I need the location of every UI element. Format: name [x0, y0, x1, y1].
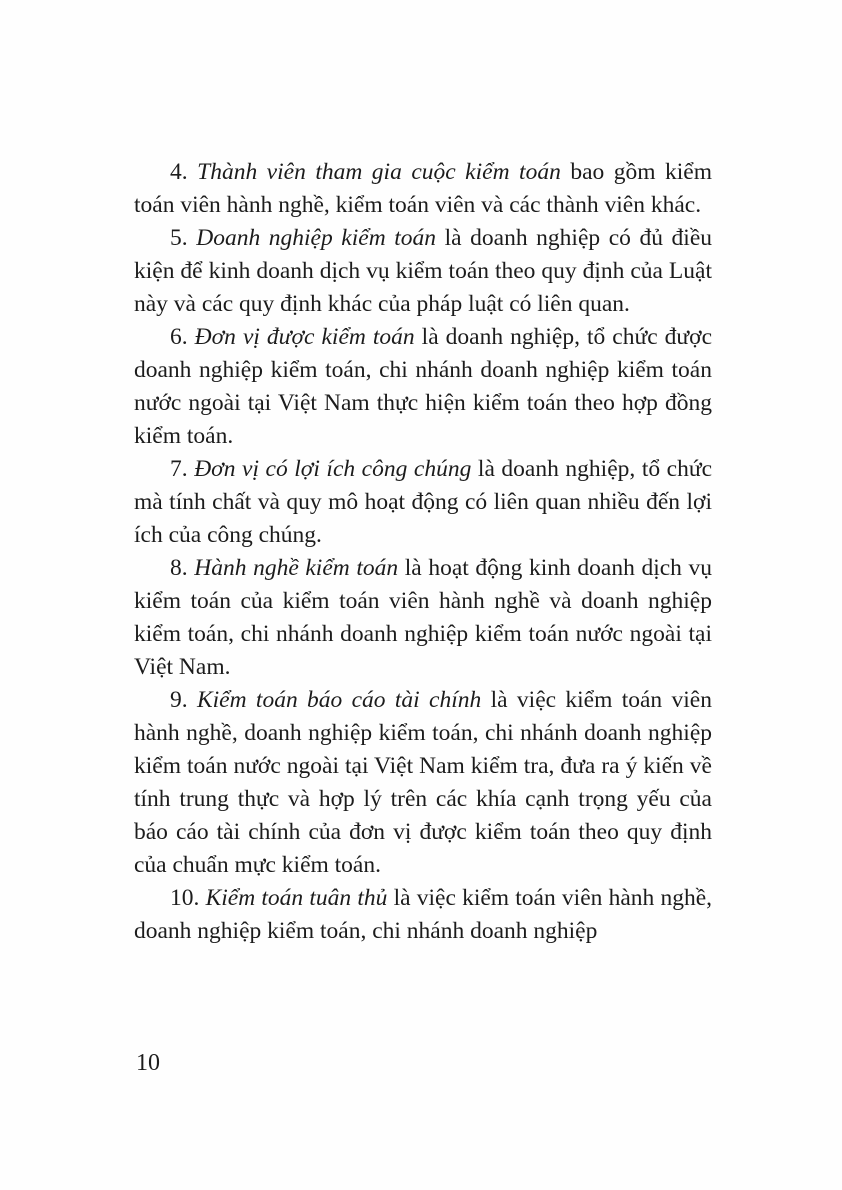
paragraph-number: 9. [170, 687, 197, 713]
paragraph-number: 5. [170, 225, 197, 251]
paragraph-text: là hoạt động kinh doanh dịch vụ kiểm toán của kiểm toán viên hành nghề và doanh nghiệp kiểm toán, chi nhánh doanh nghiệp kiểm toán nước ngoài tại Việt Nam. [134, 555, 713, 680]
defined-term: Hành nghề kiểm toán [194, 555, 399, 581]
defined-term: Đơn vị có lợi ích công chúng [194, 456, 472, 482]
defined-term: Đơn vị được kiểm toán [194, 324, 415, 350]
paragraph-number: 8. [170, 555, 195, 581]
paragraph-text: là việc kiểm toán viên hành nghề, doanh nghiệp kiểm toán, chi nhánh doanh nghiệp [134, 885, 712, 944]
definition-paragraph-4 [134, 156, 712, 222]
definition-paragraph-9 [134, 684, 712, 882]
defined-term: Kiểm toán báo cáo tài chính [196, 687, 482, 713]
paragraph-text: là doanh nghiệp, tổ chức được doanh nghiệp kiểm toán, chi nhánh doanh nghiệp kiểm toán nước ngoài tại Việt Nam thực hiện kiểm toán theo hợp đồng kiểm toán. [134, 324, 712, 449]
body-text [134, 156, 712, 948]
paragraph-number: 7. [170, 456, 195, 482]
paragraph-number: 10. [170, 885, 206, 911]
page-number: 10 [136, 1050, 160, 1076]
definition-paragraph-8 [134, 552, 712, 684]
paragraph-number: 4. [170, 159, 198, 185]
definition-paragraph-10 [134, 882, 712, 948]
defined-term: Doanh nghiệp kiểm toán [196, 225, 437, 251]
defined-term: Kiểm toán tuân thủ [205, 885, 388, 911]
paragraph-text: bao gồm kiểm toán viên hành nghề, kiểm toán viên và các thành viên khác. [134, 159, 713, 218]
paragraph-text: là doanh nghiệp có đủ điều kiện để kinh doanh dịch vụ kiểm toán theo quy định của Luật này và các quy định khác của pháp luật có liên quan. [134, 225, 712, 317]
paragraph-number: 6. [170, 324, 195, 350]
defined-term: Thành viên tham gia cuộc kiểm toán [197, 159, 561, 185]
definition-paragraph-7 [134, 453, 712, 552]
paragraph-text: là doanh nghiệp, tổ chức mà tính chất và quy mô hoạt động có liên quan nhiều đến lợi ích của công chúng. [134, 456, 712, 548]
definition-paragraph-6 [134, 321, 712, 453]
definition-paragraph-5 [134, 222, 712, 321]
paragraph-text: là việc kiểm toán viên hành nghề, doanh nghiệp kiểm toán, chi nhánh doanh nghiệp kiểm toán nước ngoài tại Việt Nam kiểm tra, đưa ra ý kiến về tính trung thực và hợp lý trên các khía cạnh trọng yếu của báo cáo tài chính của đơn vị được kiểm toán theo quy định của chuẩn mực kiểm toán. [134, 687, 712, 878]
